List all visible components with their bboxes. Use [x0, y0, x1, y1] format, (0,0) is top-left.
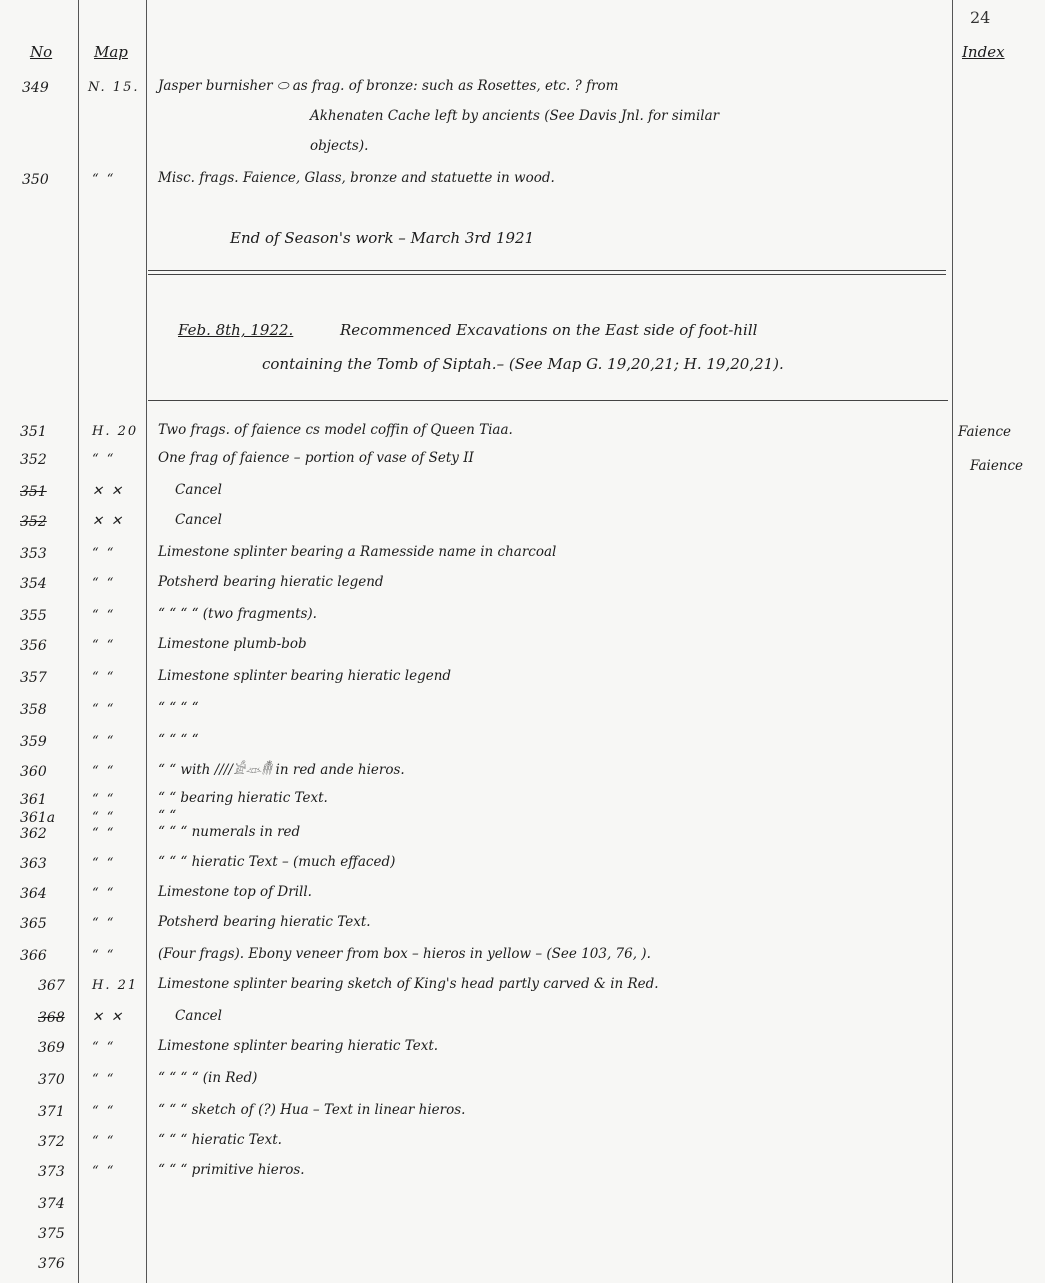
entry-no: 354: [20, 576, 47, 592]
entry-description: “ “ “ “ (in Red): [158, 1070, 258, 1086]
entry-map: “ “: [92, 916, 116, 931]
entry-description-line: Jasper burnisher ⬭ as frag. of bronze: such as Rosettes, etc. ? from: [158, 78, 619, 94]
entry-description-line: Akhenaten Cache left by ancients (See Davis Jnl. for similar: [310, 108, 720, 124]
margin-rule-map: [146, 0, 147, 1283]
entry-map: “ “: [92, 1164, 116, 1179]
entry-map: “ “: [92, 576, 116, 591]
entry-no: 364: [20, 886, 47, 902]
entry-description: “ “ “ numerals in red: [158, 824, 301, 840]
entry-map: “ “: [92, 452, 116, 467]
entry-map: “ “: [92, 826, 116, 841]
entry-no: 363: [20, 856, 47, 872]
entry-no: 352: [20, 514, 47, 530]
entry-map: “ “: [92, 608, 116, 623]
entry-map: “ “: [92, 1134, 116, 1149]
entry-no: 358: [20, 702, 47, 718]
entry-map: “ “: [92, 856, 116, 871]
entry-description: “ “ “ primitive hieros.: [158, 1162, 305, 1178]
margin-rule-left: [78, 0, 79, 1283]
entry-map: H. 20: [92, 424, 139, 439]
entry-no: 362: [20, 826, 47, 842]
entry-map: “ “: [92, 670, 116, 685]
entry-map: “ “: [92, 172, 116, 187]
entry-description: Potsherd bearing hieratic legend: [158, 574, 384, 590]
entry-description: “ “ “ “: [158, 700, 199, 716]
entry-description-line: Misc. frags. Faience, Glass, bronze and statuette in wood.: [158, 170, 555, 186]
season-separator: [148, 274, 946, 275]
entry-description: Limestone splinter bearing a Ramesside name in charcoal: [158, 544, 557, 560]
entry-description: Two frags. of faience cs model coffin of Queen Tiaa.: [158, 422, 513, 438]
entry-no: 373: [38, 1164, 65, 1180]
entry-map: “ “: [92, 638, 116, 653]
entry-no: 371: [38, 1104, 65, 1120]
entry-description: “ “ “ “: [158, 732, 199, 748]
page-number: 24: [970, 8, 991, 27]
entry-no: 352: [20, 452, 47, 468]
header-map: Map: [94, 43, 128, 61]
index-entry: Faience: [970, 458, 1024, 474]
entry-description: One frag of faience – portion of vase of Sety II: [158, 450, 474, 466]
entries-separator: [148, 400, 948, 401]
entry-no: 350: [22, 172, 49, 188]
entry-no: 372: [38, 1134, 65, 1150]
entry-no: 351: [20, 484, 47, 500]
entry-no: 361a: [20, 810, 56, 826]
entry-description: Cancel: [175, 1008, 222, 1024]
header-no: No: [30, 43, 53, 61]
entry-description: “ “ bearing hieratic Text.: [158, 790, 328, 806]
entry-no: 369: [38, 1040, 65, 1056]
entry-no: 357: [20, 670, 47, 686]
entry-no: 376: [38, 1256, 65, 1272]
entry-description: (Four frags). Ebony veneer from box – hieros in yellow – (See 103, 76, ).: [158, 946, 651, 962]
entry-description: “ “ “ sketch of (?) Hua – Text in linear hieros.: [158, 1102, 466, 1118]
entry-no: 374: [38, 1196, 65, 1212]
entry-description: “ “: [158, 808, 177, 824]
entry-no: 365: [20, 916, 47, 932]
entry-map: “ “: [92, 702, 116, 717]
resumption-line: containing the Tomb of Siptah.– (See Map G. 19,20,21; H. 19,20,21).: [262, 355, 784, 373]
entry-map: H. 21: [92, 978, 139, 993]
entry-no: 355: [20, 608, 47, 624]
entry-map: “ “: [92, 764, 116, 779]
entry-map: ✕ ✕: [92, 514, 124, 529]
entry-map: ✕ ✕: [92, 1010, 124, 1025]
entry-description: Limestone splinter bearing hieratic legend: [158, 668, 452, 684]
resumption-date: Feb. 8th, 1922.: [178, 321, 294, 339]
entry-description: Cancel: [175, 482, 222, 498]
entry-no: 361: [20, 792, 47, 808]
entry-description: Limestone splinter bearing hieratic Text.: [158, 1038, 439, 1054]
entry-map: “ “: [92, 948, 116, 963]
entry-no: 368: [38, 1010, 65, 1026]
entry-description: Potsherd bearing hieratic Text.: [158, 914, 371, 930]
entry-no: 353: [20, 546, 47, 562]
entry-description: Limestone splinter bearing sketch of King's head partly carved & in Red.: [158, 976, 659, 992]
entry-map: “ “: [92, 886, 116, 901]
entry-description: “ “ “ hieratic Text.: [158, 1132, 282, 1148]
entry-map: N. 15.: [88, 80, 140, 95]
entry-description: Limestone plumb-bob: [158, 636, 307, 652]
entry-no: 351: [20, 424, 47, 440]
entry-no: 367: [38, 978, 65, 994]
entry-map: “ “: [92, 734, 116, 749]
entry-no: 375: [38, 1226, 65, 1242]
entry-map: “ “: [92, 1040, 116, 1055]
header-index: Index: [962, 43, 1005, 61]
entry-description: “ “ “ hieratic Text – (much effaced): [158, 854, 396, 870]
entry-description: Limestone top of Drill.: [158, 884, 312, 900]
resumption-line: Recommenced Excavations on the East side of foot-hill: [340, 321, 758, 339]
index-entry: Faience: [958, 424, 1012, 440]
entry-no: 366: [20, 948, 47, 964]
entry-map: “ “: [92, 1104, 116, 1119]
entry-no: 370: [38, 1072, 65, 1088]
entry-no: 356: [20, 638, 47, 654]
entry-no: 359: [20, 734, 47, 750]
margin-rule-index: [952, 0, 953, 1283]
season-separator: [148, 270, 946, 271]
season-end-note: End of Season's work – March 3rd 1921: [230, 229, 535, 247]
entry-map: “ “: [92, 810, 116, 825]
entry-description: “ “ with ////𓀀𓁺𓄟 in red ande hieros.: [158, 762, 405, 778]
entry-description: “ “ “ “ (two fragments).: [158, 606, 317, 622]
entry-no: 360: [20, 764, 47, 780]
entry-no: 349: [22, 80, 49, 96]
entry-map: “ “: [92, 1072, 116, 1087]
entry-map: “ “: [92, 546, 116, 561]
entry-description: Cancel: [175, 512, 222, 528]
entry-map: “ “: [92, 792, 116, 807]
entry-map: ✕ ✕: [92, 484, 124, 499]
entry-description-line: objects).: [310, 138, 369, 154]
